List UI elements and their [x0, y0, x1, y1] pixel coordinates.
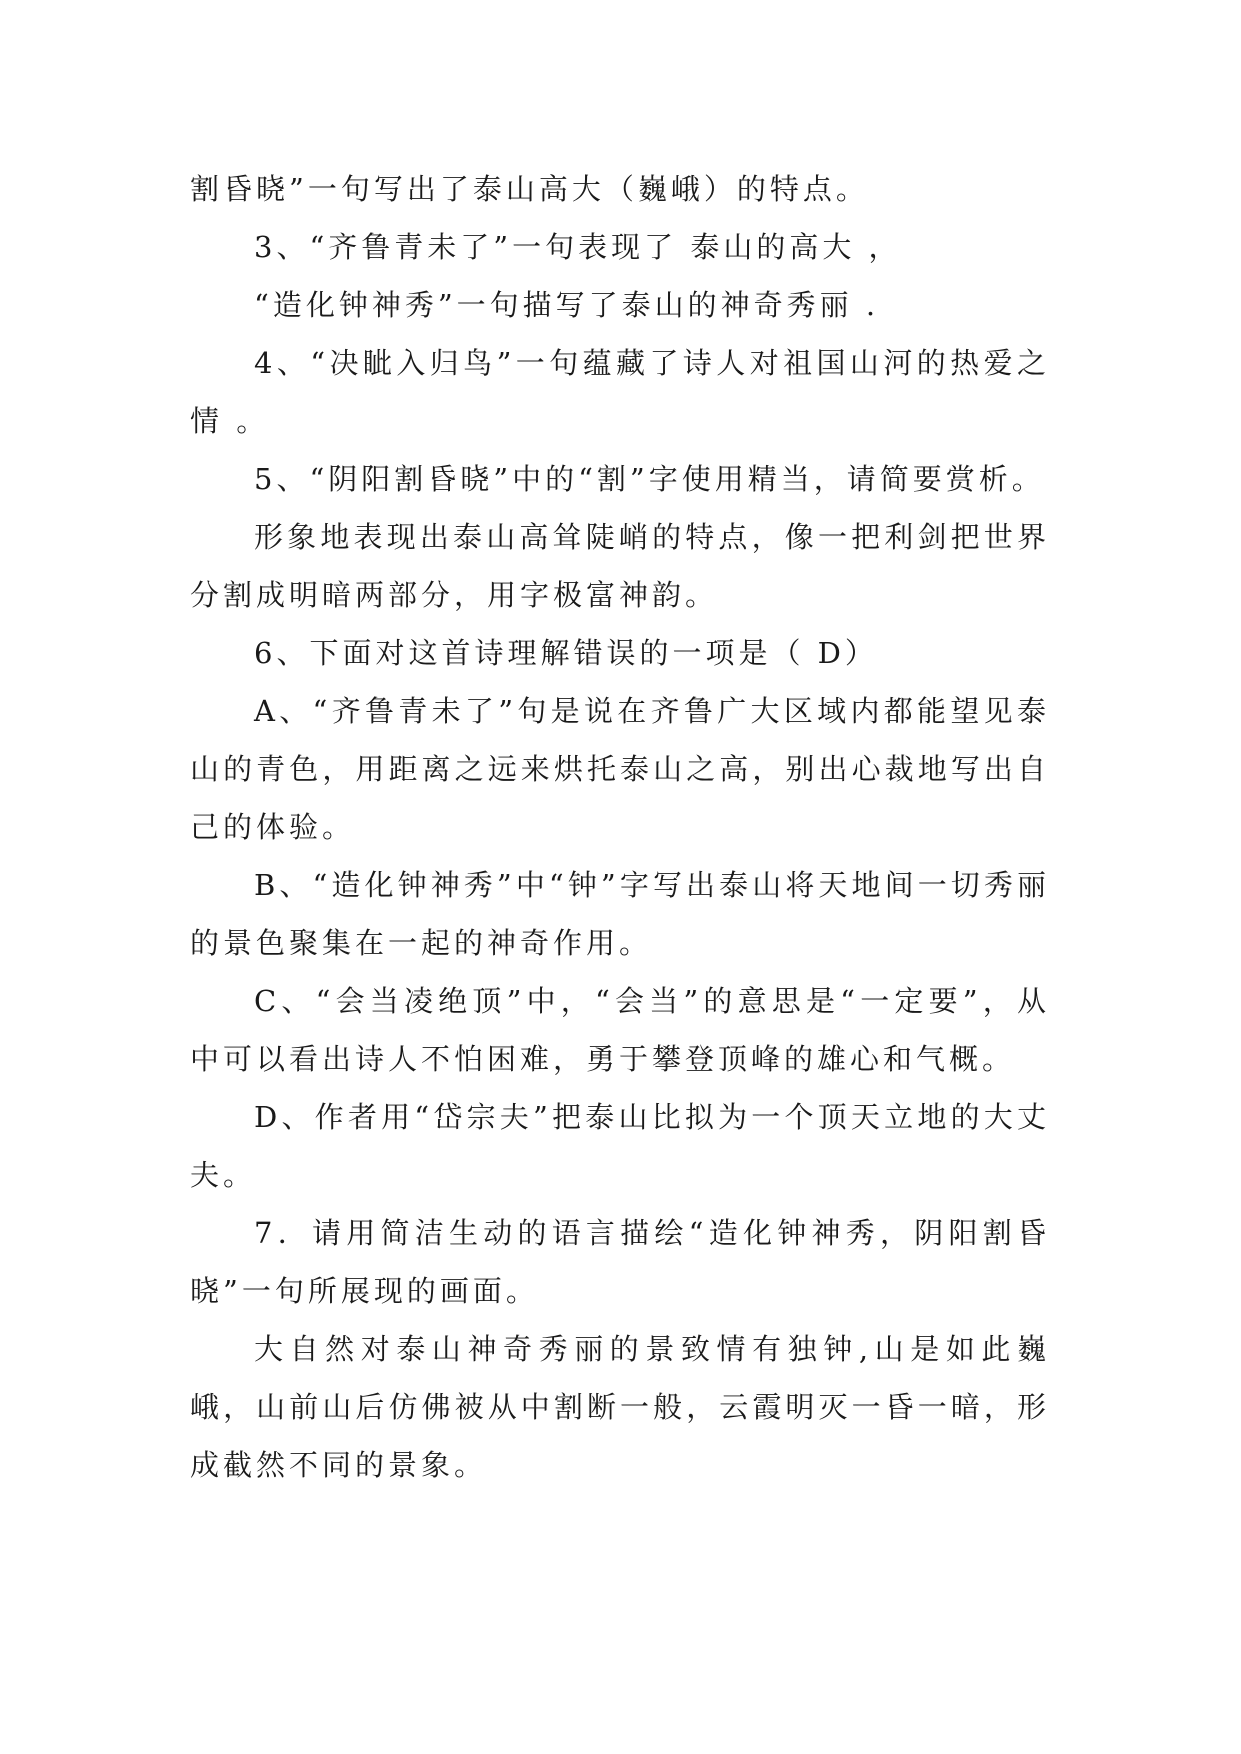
paragraph-continuation: 割昏晓”一句写出了泰山高大（巍峨）的特点。: [190, 172, 869, 206]
option-a: A、“齐鲁青未了”句是说在齐鲁广大区域内都能望见泰山的青色，用距离之远来烘托泰山之高，别出心裁地写出自己的体验。: [190, 694, 1050, 844]
question-6: 6、下面对这首诗理解错误的一项是（ D）: [254, 636, 878, 670]
question-3-line-1: 3、“齐鲁青未了”一句表现了 泰山的高大 ，: [254, 230, 902, 264]
option-d: D、作者用“岱宗夫”把泰山比拟为一个顶天立地的大丈夫。: [190, 1100, 1050, 1192]
question-4: 4、“决眦入归鸟”一句蕴藏了诗人对祖国山河的热爱之情 。: [190, 346, 1050, 438]
answer-5: 形象地表现出泰山高耸陡峭的特点，像一把利剑把世界分割成明暗两部分，用字极富神韵。: [190, 520, 1050, 612]
option-b: B、“造化钟神秀”中“钟”字写出泰山将天地间一切秀丽的景色聚集在一起的神奇作用。: [190, 868, 1050, 960]
option-c: C、“会当凌绝顶”中，“会当”的意思是“一定要”，从中可以看出诗人不怕困难，勇于攀登顶峰的雄心和气概。: [190, 984, 1050, 1076]
question-5: 5、“阴阳割昏晓”中的“割”字使用精当，请简要赏析。: [254, 462, 1045, 496]
question-3-line-2: “造化钟神秀”一句描写了泰山的神奇秀丽 .: [254, 288, 880, 322]
document-body: [190, 160, 1050, 1494]
question-7: 7．请用简洁生动的语言描绘“造化钟神秀，阴阳割昏晓”一句所展现的画面。: [190, 1216, 1050, 1308]
answer-7: 大自然对泰山神奇秀丽的景致情有独钟,山是如此巍峨，山前山后仿佛被从中割断一般，云霞明灭一昏一暗，形成截然不同的景象。: [190, 1332, 1050, 1482]
